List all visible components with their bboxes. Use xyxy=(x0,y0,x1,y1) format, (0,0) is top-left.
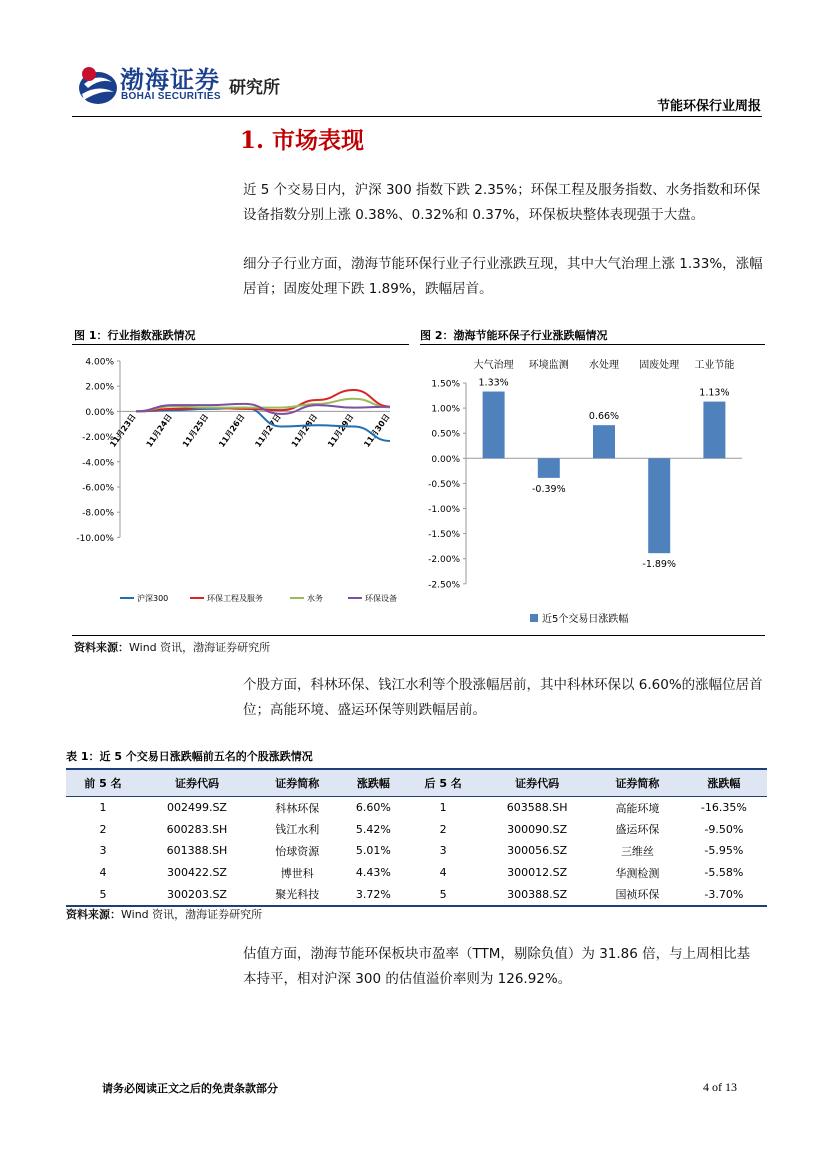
y-tick-label: 0.00% xyxy=(431,454,460,465)
x-tick-label: 11月26日 xyxy=(217,412,247,449)
table-row xyxy=(66,862,767,884)
table-row xyxy=(66,797,767,819)
table-cell: 600283.SH xyxy=(166,822,228,836)
table-row xyxy=(66,840,767,862)
y-tick-label: -2.50% xyxy=(428,580,460,591)
data-label: 0.66% xyxy=(588,411,620,423)
table-cell: 高能环境 xyxy=(615,801,660,815)
data-label: 1.13% xyxy=(699,387,730,399)
header-divider xyxy=(72,116,762,117)
y-tick-label: -1.50% xyxy=(428,530,460,541)
table-cell: 1 xyxy=(99,801,107,815)
table-cell: 300422.SZ xyxy=(166,866,227,880)
company-name-cn: 渤海证券 xyxy=(120,65,220,94)
table-source-label: 资料来源： xyxy=(66,908,121,921)
table-header-row xyxy=(66,769,767,797)
table-cell: 3.72% xyxy=(340,883,406,906)
table-cell: -16.35% xyxy=(700,801,747,815)
y-tick-label: -0.50% xyxy=(428,479,460,490)
table-cell: 4.43% xyxy=(355,866,391,880)
paragraph-stocks: 个股方面，科林环保、钱江水利等个股涨幅居前，其中科林环保以 6.60%的涨幅位居首位；高能环境、盛运环保等则跌幅居前。 xyxy=(243,677,763,718)
category-label: 工业节能 xyxy=(694,360,735,371)
category-label: 固废处理 xyxy=(639,360,680,371)
table-cell: 国祯环保 xyxy=(594,883,680,906)
bar-1 xyxy=(538,458,560,478)
y-tick-label: -10.00% xyxy=(76,533,114,544)
table-cell: 300203.SZ xyxy=(140,883,254,906)
y-tick-label: -2.00% xyxy=(428,555,460,566)
report-title: 节能环保行业周报 xyxy=(656,99,761,114)
table-cell: 3 xyxy=(99,844,107,858)
table-cell: 603588.SH xyxy=(506,801,568,815)
table-caption: 表 1：近 5 个交易日涨跌幅前五名的个股涨跌情况 xyxy=(66,750,313,763)
figure1-caption-rule xyxy=(72,344,409,345)
table-row xyxy=(66,819,767,841)
x-tick-label: 11月30日 xyxy=(362,412,392,449)
table-cell: 5 xyxy=(406,883,480,906)
table-source xyxy=(66,906,262,922)
y-tick-label: -1.00% xyxy=(428,505,460,515)
legend-swatch xyxy=(530,614,538,622)
legend-label: 近5个交易日涨跌幅 xyxy=(542,614,629,625)
table-header-cell: 证券代码 xyxy=(140,769,254,797)
figures-bottom-rule xyxy=(72,635,765,636)
source-label: 资料来源： xyxy=(74,641,129,654)
figure2-caption: 图 2：渤海节能环保子行业涨跌幅情况 xyxy=(420,329,608,342)
table-cell: 钱江水利 xyxy=(275,823,320,837)
figure1-caption: 图 1：行业指数涨跌情况 xyxy=(74,329,196,342)
legend-label: 环保工程及服务 xyxy=(207,594,263,603)
y-tick-label: -6.00% xyxy=(82,483,114,494)
x-tick-label: 11月29日 xyxy=(326,412,356,449)
table-cell: 4 xyxy=(99,866,107,880)
legend-label: 沪深300 xyxy=(137,594,169,603)
page-number: 4 of 13 xyxy=(703,1080,737,1094)
table-cell: -3.70% xyxy=(681,883,767,906)
y-tick-label: -2.00% xyxy=(82,433,114,444)
table-cell: 科林环保 xyxy=(275,801,320,815)
paragraph-index-performance: 近 5 个交易日内，沪深 300 指数下跌 2.35%；环保工程及服务指数、水务指数和环保设备指数分别上涨 0.38%、0.32%和 0.37%，环保板块整体表现强于大盘。 xyxy=(243,182,761,223)
table-cell: 4 xyxy=(439,866,447,880)
table-cell: 三维丝 xyxy=(620,844,654,858)
legend-label: 环保设备 xyxy=(365,594,397,603)
table-cell: -9.50% xyxy=(704,822,744,836)
table-cell: 5 xyxy=(66,883,140,906)
y-tick-label: 1.00% xyxy=(431,404,460,415)
bohai-logo-icon xyxy=(78,64,118,106)
data-label: -0.39% xyxy=(531,483,566,495)
table-header-cell: 后 5 名 xyxy=(406,769,480,797)
table-cell: 5.42% xyxy=(355,822,391,836)
y-tick-label: -8.00% xyxy=(82,508,114,519)
figure2-caption-rule xyxy=(420,344,765,345)
table-cell: 601388.SH xyxy=(166,844,228,858)
table-cell: 002499.SZ xyxy=(166,801,227,815)
bar-4 xyxy=(703,402,725,459)
table-cell: 2 xyxy=(439,822,447,836)
table-cell: 1 xyxy=(439,801,447,815)
table-cell: 聚光科技 xyxy=(254,883,340,906)
y-tick-label: 2.00% xyxy=(85,382,114,393)
paragraph-subsector: 细分子行业方面，渤海节能环保行业子行业涨跌互现，其中大气治理上涨 1.33%，涨幅居首；固废处理下跌 1.89%，跌幅居首。 xyxy=(243,256,763,297)
table-cell: -5.95% xyxy=(704,844,744,858)
table-cell: 300012.SZ xyxy=(507,866,568,880)
table-cell: 300388.SZ xyxy=(480,883,594,906)
table-cell: 2 xyxy=(99,822,107,836)
table-cell: 3 xyxy=(439,844,447,858)
table-header-cell: 证券代码 xyxy=(480,769,594,797)
category-label: 水处理 xyxy=(589,360,619,371)
table-cell: 博世科 xyxy=(280,866,314,880)
y-tick-label: -4.00% xyxy=(82,458,114,469)
table-cell: 6.60% xyxy=(355,801,391,815)
x-tick-label: 11月23日 xyxy=(108,412,138,449)
table-source-text: Wind 资讯，渤海证券研究所 xyxy=(121,908,263,921)
source-text: Wind 资讯，渤海证券研究所 xyxy=(129,641,271,654)
paragraph-valuation: 估值方面，渤海节能环保板块市盈率（TTM，剔除负值）为 31.86 倍，与上周相比基本持平，相对沪深 300 的估值溢价率则为 126.92%。 xyxy=(243,946,751,987)
x-tick-label: 11月25日 xyxy=(180,412,211,449)
category-label: 环境监测 xyxy=(528,360,569,371)
disclaimer-note: 请务必阅读正文之后的免责条款部分 xyxy=(102,1082,278,1095)
stock-performance-table xyxy=(66,768,767,907)
data-label: -1.89% xyxy=(642,559,677,571)
y-tick-label: 0.50% xyxy=(431,429,460,440)
table-header-cell: 涨跌幅 xyxy=(681,769,767,797)
institute-label: 研究所 xyxy=(229,78,280,98)
table-header-cell: 证券简称 xyxy=(594,769,680,797)
bar-2 xyxy=(593,425,615,458)
y-tick-label: 0.00% xyxy=(85,407,114,418)
company-name-en: BOHAI SECURITIES xyxy=(121,91,221,102)
category-label: 大气治理 xyxy=(473,360,514,371)
industry-index-line-chart xyxy=(72,348,409,618)
table-header-cell: 证券简称 xyxy=(254,769,340,797)
table-cell: 300056.SZ xyxy=(507,844,568,858)
legend-label: 水务 xyxy=(307,594,323,603)
table-body xyxy=(66,797,767,906)
figure-source xyxy=(74,639,270,655)
x-tick-label: 11月24日 xyxy=(144,412,174,449)
table-cell: 300090.SZ xyxy=(507,822,568,836)
x-tick-label: 11月28日 xyxy=(289,412,320,449)
table-cell: 5.01% xyxy=(355,844,391,858)
subsector-bar-chart xyxy=(420,348,765,633)
data-label: 1.33% xyxy=(478,377,509,389)
x-tick-label: 11月27日 xyxy=(253,412,283,449)
section-title: 1. 市场表现 xyxy=(240,127,365,154)
y-tick-label: 4.00% xyxy=(85,357,114,368)
table-cell: 华测检测 xyxy=(615,866,660,880)
table-cell: 怡球资源 xyxy=(275,844,320,858)
bar-0 xyxy=(483,392,505,459)
table-header-cell: 涨跌幅 xyxy=(340,769,406,797)
table-header-cell: 前 5 名 xyxy=(66,769,140,797)
bar-3 xyxy=(648,458,670,553)
y-tick-label: 1.50% xyxy=(431,379,460,390)
table-cell: 盛运环保 xyxy=(615,823,660,837)
table-cell: -5.58% xyxy=(704,866,744,880)
table-row xyxy=(66,883,767,906)
